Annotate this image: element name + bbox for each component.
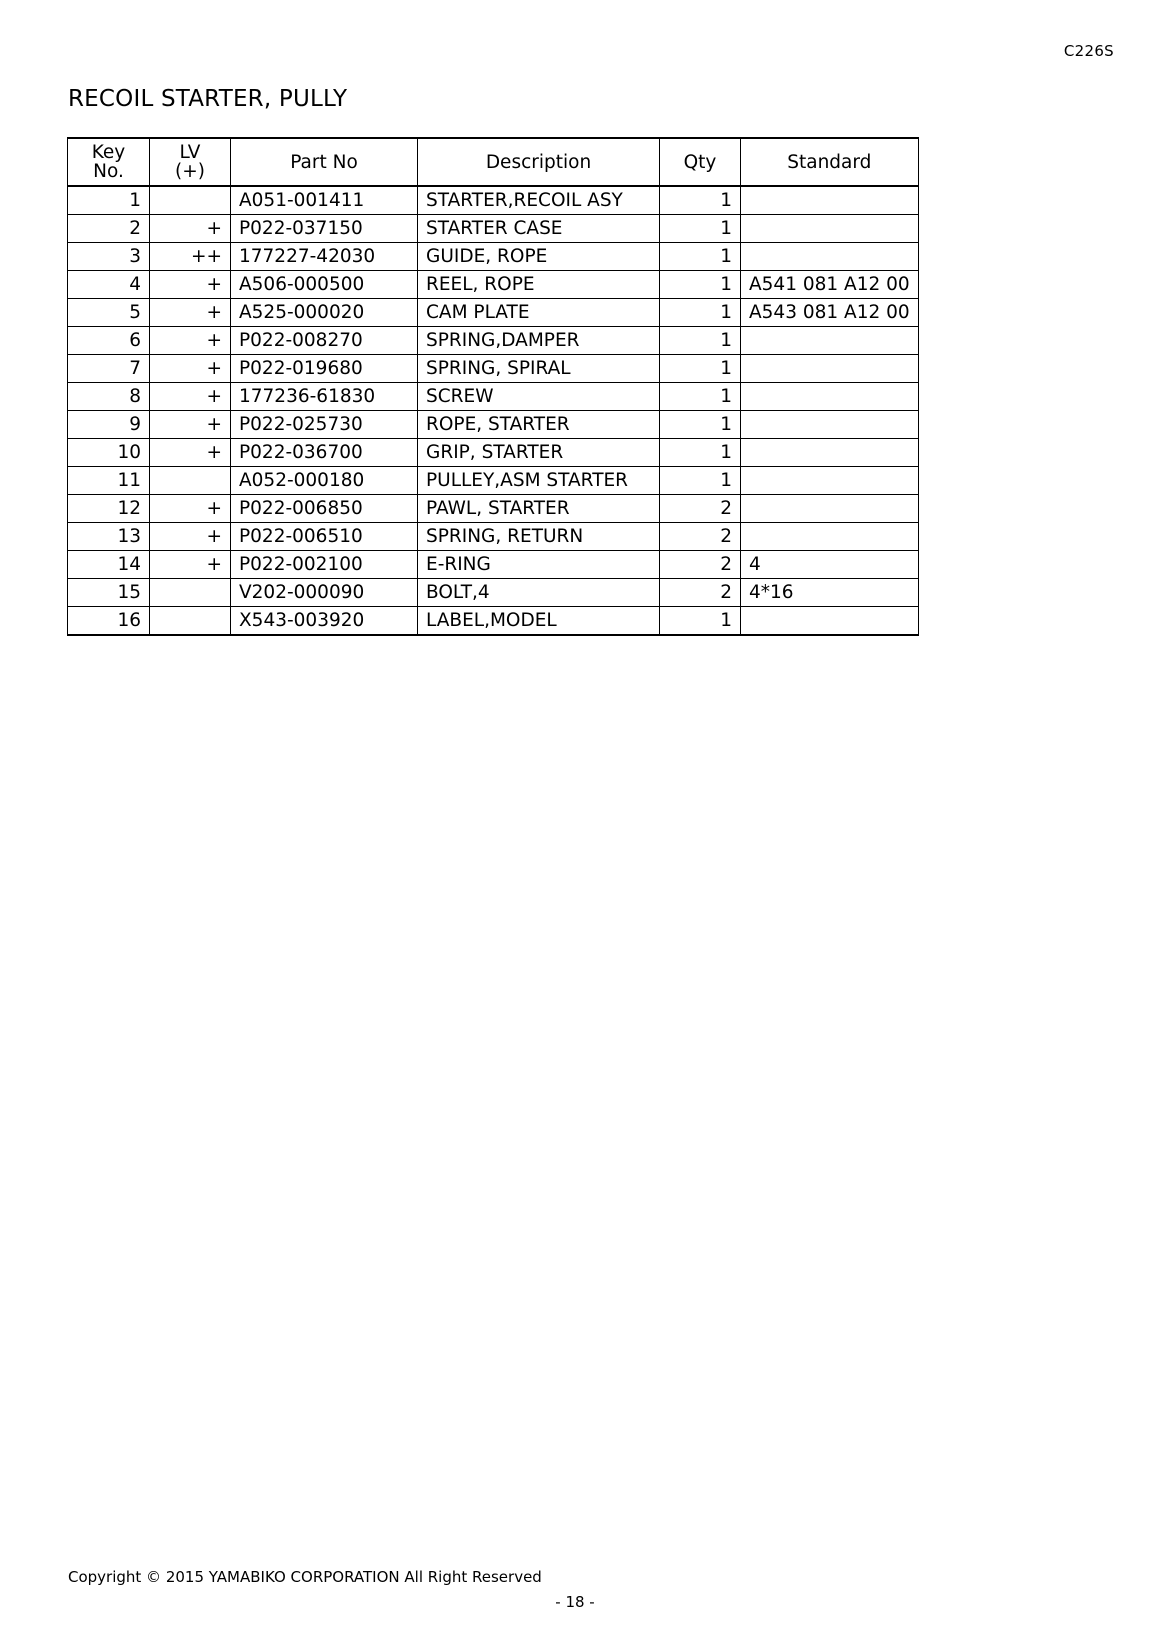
cell-key-no: 12 <box>68 495 150 523</box>
cell-key-no: 5 <box>68 299 150 327</box>
cell-standard <box>741 383 919 411</box>
cell-part-no: P022-025730 <box>231 411 418 439</box>
cell-qty: 1 <box>660 243 741 271</box>
cell-part-no: P022-019680 <box>231 355 418 383</box>
cell-qty: 1 <box>660 439 741 467</box>
cell-key-no: 15 <box>68 579 150 607</box>
cell-lv: + <box>150 523 231 551</box>
cell-description: GUIDE, ROPE <box>418 243 660 271</box>
cell-standard: 4*16 <box>741 579 919 607</box>
cell-lv <box>150 579 231 607</box>
cell-part-no: 177227-42030 <box>231 243 418 271</box>
column-header-lv-line1: LV <box>179 142 201 163</box>
cell-part-no: P022-008270 <box>231 327 418 355</box>
cell-part-no: P022-036700 <box>231 439 418 467</box>
cell-standard <box>741 327 919 355</box>
cell-lv: + <box>150 411 231 439</box>
cell-qty: 1 <box>660 355 741 383</box>
cell-standard: 4 <box>741 551 919 579</box>
cell-description: SPRING, SPIRAL <box>418 355 660 383</box>
cell-standard <box>741 495 919 523</box>
table-row <box>68 327 919 355</box>
cell-lv: + <box>150 215 231 243</box>
cell-standard <box>741 607 919 636</box>
cell-description: SCREW <box>418 383 660 411</box>
table-row <box>68 299 919 327</box>
cell-lv: ++ <box>150 243 231 271</box>
cell-key-no: 3 <box>68 243 150 271</box>
column-header-standard: Standard <box>741 138 919 186</box>
cell-key-no: 8 <box>68 383 150 411</box>
cell-lv: + <box>150 327 231 355</box>
cell-standard <box>741 186 919 215</box>
cell-key-no: 6 <box>68 327 150 355</box>
cell-standard <box>741 243 919 271</box>
cell-qty: 2 <box>660 523 741 551</box>
cell-description: ROPE, STARTER <box>418 411 660 439</box>
table-row <box>68 467 919 495</box>
copyright-notice: Copyright © 2015 YAMABIKO CORPORATION All Right Reserved <box>68 1568 542 1586</box>
cell-standard <box>741 215 919 243</box>
cell-qty: 1 <box>660 186 741 215</box>
cell-description: E-RING <box>418 551 660 579</box>
table-row <box>68 523 919 551</box>
cell-part-no: P022-002100 <box>231 551 418 579</box>
cell-key-no: 14 <box>68 551 150 579</box>
column-header-key-line1: Key <box>91 142 126 163</box>
column-header-lv <box>150 138 231 186</box>
cell-description: CAM PLATE <box>418 299 660 327</box>
cell-part-no: A051-001411 <box>231 186 418 215</box>
table-row <box>68 355 919 383</box>
cell-key-no: 7 <box>68 355 150 383</box>
cell-part-no: V202-000090 <box>231 579 418 607</box>
column-header-description: Description <box>418 138 660 186</box>
cell-part-no: A052-000180 <box>231 467 418 495</box>
table-header-row <box>68 138 919 186</box>
column-header-key-no <box>68 138 150 186</box>
table-row <box>68 215 919 243</box>
table-row <box>68 579 919 607</box>
table-row <box>68 186 919 215</box>
cell-lv: + <box>150 299 231 327</box>
column-header-lv-line2: (+) <box>175 161 205 182</box>
cell-description: STARTER,RECOIL ASY <box>418 186 660 215</box>
cell-part-no: P022-037150 <box>231 215 418 243</box>
page-number: - 18 - <box>555 1593 595 1611</box>
cell-qty: 1 <box>660 411 741 439</box>
table-row <box>68 551 919 579</box>
cell-description: GRIP, STARTER <box>418 439 660 467</box>
cell-lv <box>150 467 231 495</box>
cell-qty: 1 <box>660 383 741 411</box>
cell-key-no: 13 <box>68 523 150 551</box>
cell-lv: + <box>150 551 231 579</box>
model-code: C226S <box>1063 42 1114 60</box>
table-row <box>68 271 919 299</box>
cell-part-no: A525-000020 <box>231 299 418 327</box>
page-title: RECOIL STARTER, PULLY <box>68 86 348 112</box>
cell-description: BOLT,4 <box>418 579 660 607</box>
cell-lv <box>150 186 231 215</box>
cell-key-no: 16 <box>68 607 150 636</box>
cell-part-no: X543-003920 <box>231 607 418 636</box>
cell-key-no: 9 <box>68 411 150 439</box>
cell-qty: 1 <box>660 299 741 327</box>
table-row <box>68 495 919 523</box>
cell-qty: 1 <box>660 607 741 636</box>
cell-standard: A541 081 A12 00 <box>741 271 919 299</box>
cell-part-no: P022-006510 <box>231 523 418 551</box>
cell-standard <box>741 523 919 551</box>
cell-standard <box>741 411 919 439</box>
cell-key-no: 4 <box>68 271 150 299</box>
cell-qty: 2 <box>660 551 741 579</box>
cell-description: LABEL,MODEL <box>418 607 660 636</box>
cell-description: SPRING,DAMPER <box>418 327 660 355</box>
cell-key-no: 11 <box>68 467 150 495</box>
cell-part-no: P022-006850 <box>231 495 418 523</box>
cell-standard: A543 081 A12 00 <box>741 299 919 327</box>
cell-lv: + <box>150 439 231 467</box>
cell-standard <box>741 355 919 383</box>
table-row <box>68 439 919 467</box>
cell-part-no: A506-000500 <box>231 271 418 299</box>
column-header-part-no: Part No <box>231 138 418 186</box>
cell-lv: + <box>150 495 231 523</box>
cell-key-no: 10 <box>68 439 150 467</box>
table-row <box>68 607 919 636</box>
cell-qty: 1 <box>660 327 741 355</box>
column-header-qty: Qty <box>660 138 741 186</box>
cell-description: PAWL, STARTER <box>418 495 660 523</box>
cell-qty: 2 <box>660 579 741 607</box>
parts-table-body <box>68 186 919 635</box>
table-row <box>68 243 919 271</box>
table-row <box>68 383 919 411</box>
cell-lv <box>150 607 231 636</box>
cell-standard <box>741 467 919 495</box>
cell-description: REEL, ROPE <box>418 271 660 299</box>
cell-key-no: 2 <box>68 215 150 243</box>
parts-table <box>67 137 919 636</box>
cell-standard <box>741 439 919 467</box>
table-row <box>68 411 919 439</box>
cell-description: STARTER CASE <box>418 215 660 243</box>
cell-part-no: 177236-61830 <box>231 383 418 411</box>
cell-key-no: 1 <box>68 186 150 215</box>
cell-description: PULLEY,ASM STARTER <box>418 467 660 495</box>
cell-qty: 1 <box>660 271 741 299</box>
cell-description: SPRING, RETURN <box>418 523 660 551</box>
column-header-key-line2: No. <box>93 161 124 182</box>
cell-qty: 1 <box>660 215 741 243</box>
cell-lv: + <box>150 271 231 299</box>
cell-qty: 1 <box>660 467 741 495</box>
cell-lv: + <box>150 383 231 411</box>
cell-qty: 2 <box>660 495 741 523</box>
cell-lv: + <box>150 355 231 383</box>
